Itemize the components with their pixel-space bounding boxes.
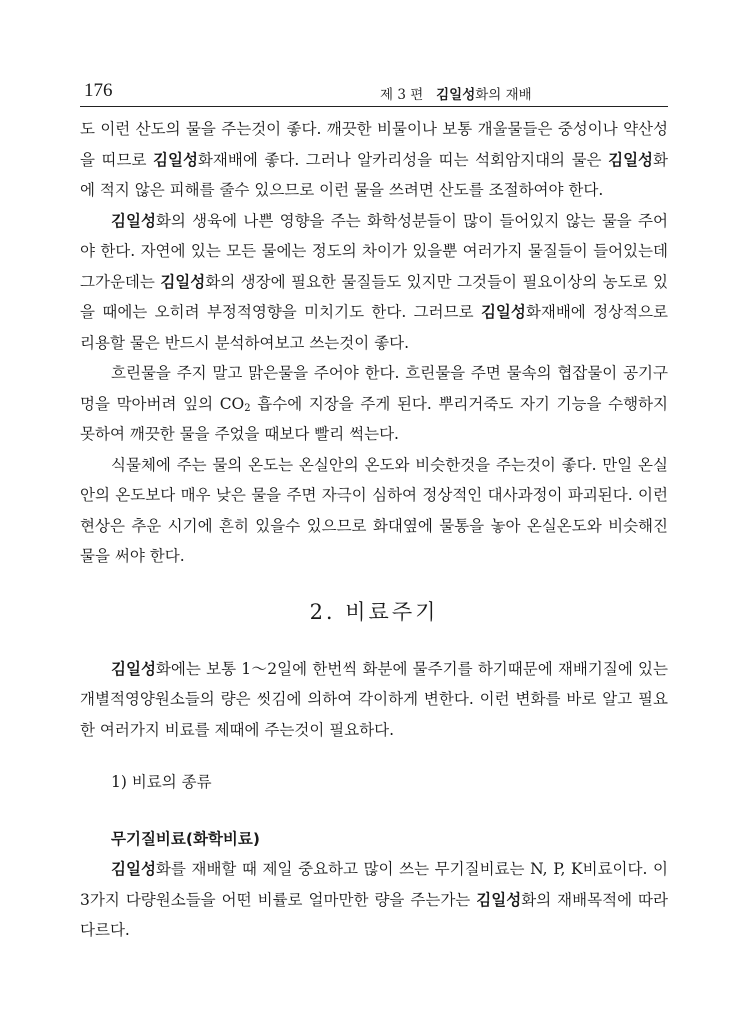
paragraph-3: 흐린물을 주지 말고 맑은물을 주어야 한다. 흐린물을 주면 물속의 협잡물이 공기구멍을 막아버려 잎의 $CO_2$ 흡수에 지장을 주게 된다. 뿌리거죽도 자기 기능을 수행하지 못하여 깨끗한 물을 주었을 때보다 빨리 썩는다. [80,364,668,443]
emphasized-name: 김일성 [480,303,526,321]
emphasized-name: 김일성 [111,860,156,878]
chemical-formula: $CO_2$ [219,394,251,414]
section-title: 2. 비료주기 [309,599,439,624]
page-number: 176 [84,80,113,101]
running-head-part: 제 3 편 [380,87,424,103]
paragraph-6: 김일성화를 재배할 때 제일 중요하고 많이 쓰는 무기질비료는 N, P, K비료이다. 이 3가지 다량원소들을 어떤 비률로 얼마만한 량을 주는가는 김일성화의 재배목적에 따라 다르다. [80,860,668,939]
running-head [380,83,532,103]
running-head-title: 화의 재배 [475,87,532,103]
running-head-name: 김일성 [436,87,476,103]
emphasized-name: 김일성 [111,211,156,230]
paragraph-5: 김일성화에는 보통 1～2일에 한번씩 화분에 물주기를 하기때문에 재배기질에 있는 개별적영양원소들의 량은 씻김에 의하여 각이하게 변한다. 이런 변화를 바로 알고 필요한 여러가지 비료를 제때에 주는것이 필요하다. [80,659,668,739]
emphasized-name: 김일성 [608,150,654,169]
emphasized-name: 김일성 [476,890,522,909]
page-header [80,74,668,107]
page-body [80,114,668,946]
subsection-heading: 1) 비료의 종류 [111,773,212,791]
subsubsection-heading: 무기질비료(화학비료) [111,829,260,848]
emphasized-name: 김일성 [153,150,198,169]
paragraph-4: 식물체에 주는 물의 온도는 온실안의 온도와 비슷한것을 주는것이 좋다. 만일 온실안의 온도보다 매우 낮은 물을 주면 자극이 심하여 정상적인 대사과정이 파괴된다. 이런 현상은 추운 시기에 흔히 있을수 있으므로 화대옆에 물통을 놓아 온실온도와 비슷해진 물을 써야 한다. [80,455,668,565]
paragraph-1: 도 이런 산도의 물을 주는것이 좋다. 깨끗한 비물이나 보통 개울물들은 중성이나 약산성을 띠므로 김일성화재배에 좋다. 그러나 알카리성을 띠는 석회암지대의 물은 김일성화에 적지 않은 피해를 줄수 있으므로 이런 물을 쓰려면 산도를 조절하여야 한다. [80,120,668,199]
paragraph-2: 김일성화의 생육에 나쁜 영향을 주는 화학성분들이 많이 들어있지 않는 물을 주어야 한다. 자연에 있는 모든 물에는 정도의 차이가 있을뿐 여러가지 물질들이 들어있는데 그가운데는 김일성화의 생장에 필요한 물질들도 있지만 그것들이 필요이상의 농도로 있을 때에는 오히려 부정적영향을 미치기도 한다. 그러므로 김일성화재배에 정상적으로 리용할 물은 반드시 분석하여보고 쓰는것이 좋다. [80,211,669,352]
emphasized-name: 김일성 [111,659,156,678]
emphasized-name: 김일성 [160,272,206,291]
